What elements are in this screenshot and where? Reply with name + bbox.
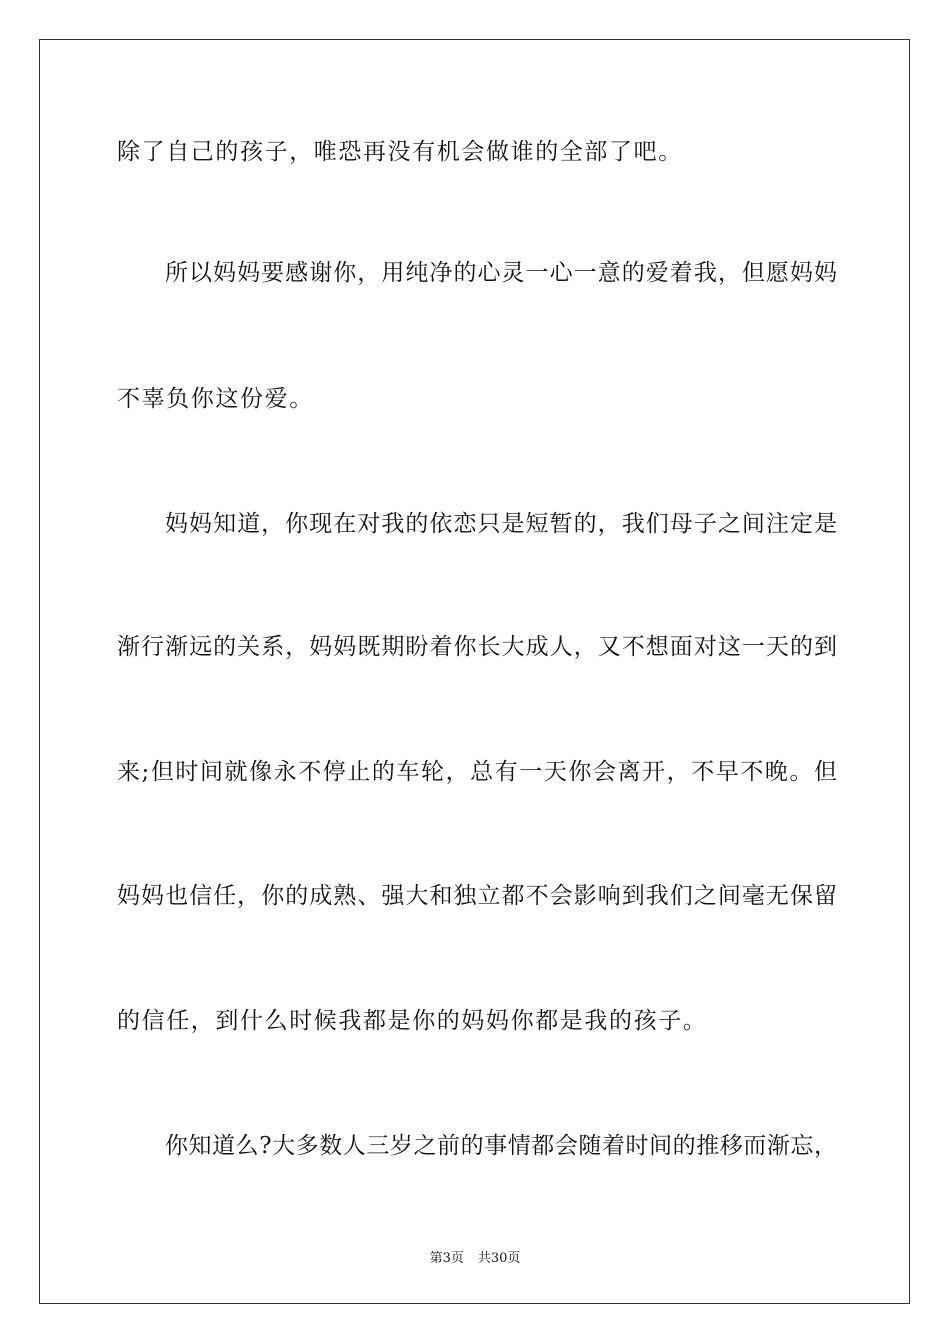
page-number: 第3页 (429, 1251, 464, 1266)
text-line: 渐行渐远的关系，妈妈既期盼着你长大成人，又不想面对这一天的到 (117, 634, 837, 660)
page-total: 共30页 (477, 1251, 521, 1266)
text-line: 所以妈妈要感谢你，用纯净的心灵一心一意的爱着我，但愿妈妈 (165, 260, 837, 286)
text-line: 的信任，到什么时候我都是你的妈妈你都是我的孩子。 (117, 1008, 708, 1034)
text-line: 妈妈知道，你现在对我的依恋只是短暂的，我们母子之间注定是 (165, 511, 837, 537)
text-line: 来;但时间就像永不停止的车轮，总有一天你会离开，不早不晚。但 (117, 759, 837, 785)
text-line: 不辜负你这份爱。 (117, 386, 314, 412)
page-footer (0, 1247, 950, 1266)
text-line: 妈妈也信任，你的成熟、强大和独立都不会影响到我们之间毫无保留 (117, 883, 837, 909)
text-line: 除了自己的孩子，唯恐再没有机会做谁的全部了吧。 (117, 139, 683, 165)
page-border (39, 39, 910, 1304)
text-line: 你知道么?大多数人三岁之前的事情都会随着时间的推移而渐忘， (165, 1133, 837, 1159)
